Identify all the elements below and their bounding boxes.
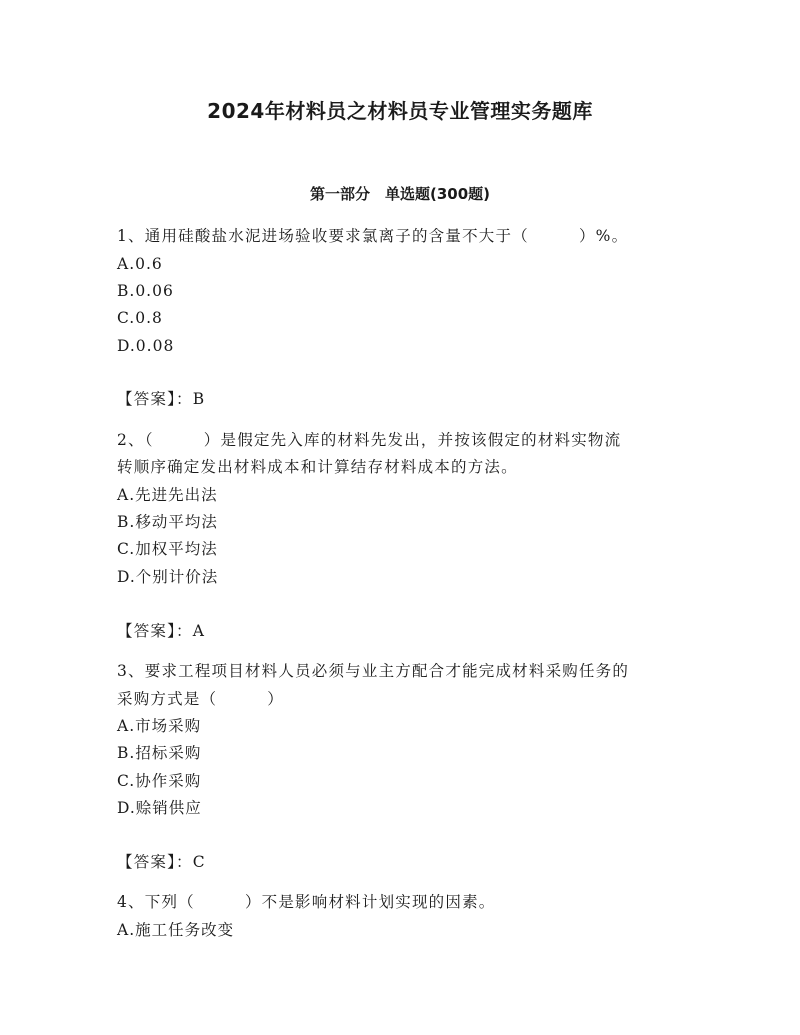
question-2-answer: 【答案】：A (117, 622, 206, 640)
question-3-stem-line-1: 3、要求工程项目材料人员必须与业主方配合才能完成材料采购任务的 (117, 662, 630, 680)
question-3-option-d: D.赊销供应 (117, 799, 202, 817)
document-title: 2024年材料员之材料员专业管理实务题库 (207, 99, 593, 123)
question-1-stem: 1、通用硅酸盐水泥进场验收要求氯离子的含量不大于（ ）%。 (117, 227, 629, 245)
question-2-option-b: B.移动平均法 (117, 513, 218, 531)
question-2-option-d: D.个别计价法 (117, 568, 219, 586)
question-1-option-a: A.0.6 (117, 255, 163, 273)
question-1-option-c: C.0.8 (117, 309, 163, 327)
question-3-answer: 【答案】：C (117, 853, 206, 871)
question-3-option-b: B.招标采购 (117, 744, 202, 762)
question-3-stem-line-2: 采购方式是（ ） (117, 690, 285, 708)
question-1-option-d: D.0.08 (117, 337, 175, 355)
question-4-stem: 4、下列（ ）不是影响材料计划实现的因素。 (117, 893, 496, 911)
question-4-option-a: A.施工任务改变 (117, 921, 235, 939)
question-3-option-c: C.协作采购 (117, 772, 202, 790)
question-3-option-a: A.市场采购 (117, 717, 202, 735)
question-2-option-c: C.加权平均法 (117, 540, 218, 558)
section-heading: 第一部分 单选题(300题) (309, 185, 491, 203)
question-1-option-b: B.0.06 (117, 282, 174, 300)
question-2-stem-line-2: 转顺序确定发出材料成本和计算结存材料成本的方法。 (117, 458, 518, 476)
question-2-option-a: A.先进先出法 (117, 486, 218, 504)
question-1-answer: 【答案】：B (117, 390, 206, 408)
question-2-stem-line-1: 2、（ ）是假定先入库的材料先发出，并按该假定的材料实物流 (117, 431, 622, 449)
